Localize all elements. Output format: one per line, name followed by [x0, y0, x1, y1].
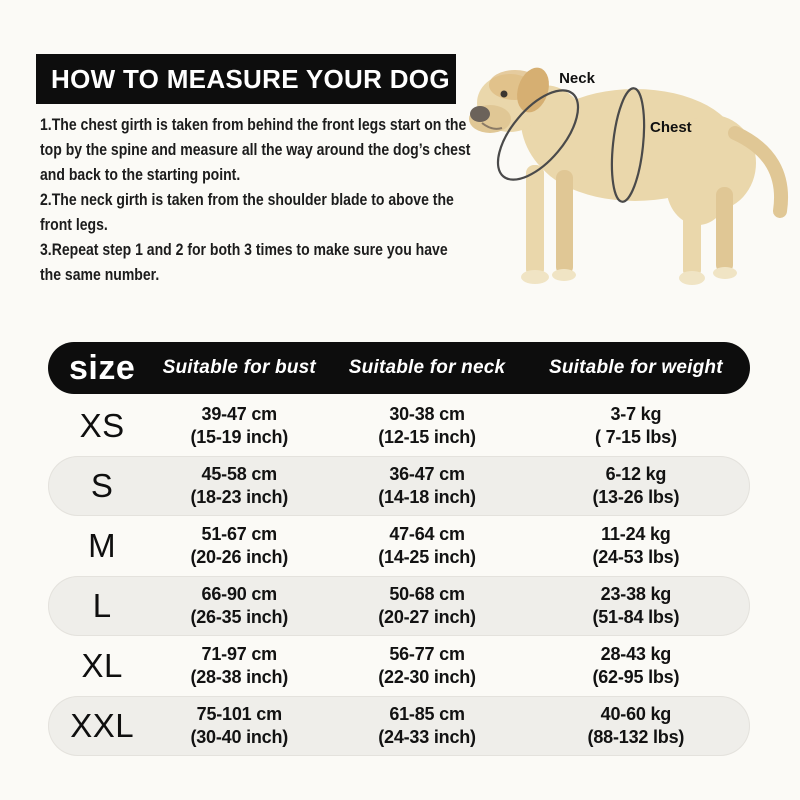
neck-cell: 47-64 cm (14-25 inch): [378, 523, 476, 567]
dog-eye: [501, 91, 508, 98]
instruction-line: 1.The chest girth is taken from behind the front legs start on the: [40, 116, 467, 134]
bust-cell: 66-90 cm (26-35 inch): [190, 583, 289, 627]
weight-cell: 3-7 kg ( 7-15 lbs): [594, 403, 677, 447]
neck-label: Neck: [559, 70, 595, 87]
table-row-xl: [48, 636, 750, 696]
page-title: HOW TO MEASURE YOUR DOG: [51, 63, 450, 94]
table-row-m: [48, 516, 750, 576]
weight-cell: 23-38 kg (51-84 lbs): [592, 583, 680, 627]
instruction-line: front legs.: [40, 216, 108, 234]
chest-label: Chest: [650, 119, 692, 136]
column-header-size: size: [69, 348, 136, 387]
bust-cell: 39-47 cm (15-19 inch): [190, 403, 289, 447]
size-label: XS: [79, 407, 125, 444]
neck-cell: 50-68 cm (20-27 inch): [378, 583, 476, 627]
size-label: M: [88, 527, 117, 564]
column-header-neck: Suitable for neck: [348, 357, 506, 378]
instruction-line: top by the spine and measure all the way around the dog’s chest: [40, 141, 471, 159]
dog-illustration: [440, 15, 800, 310]
instruction-line: 2.The neck girth is taken from the shoulder blade to above the: [40, 191, 454, 209]
size-label: L: [92, 587, 112, 624]
neck-cell: 36-47 cm (14-18 inch): [378, 463, 476, 507]
size-table-header: [48, 342, 750, 394]
size-table: [48, 342, 750, 756]
table-row-xs: [48, 396, 750, 456]
neck-cell: 56-77 cm (22-30 inch): [378, 643, 476, 687]
neck-cell: 30-38 cm (12-15 inch): [378, 403, 476, 447]
instruction-line: 3.Repeat step 1 and 2 for both 3 times to make sure you have: [40, 241, 448, 259]
bust-cell: 45-58 cm (18-23 inch): [190, 463, 289, 507]
weight-cell: 40-60 kg (88-132 lbs): [587, 703, 685, 747]
neck-cell: 61-85 cm (24-33 inch): [378, 703, 476, 747]
table-row-l: [48, 576, 750, 636]
table-row-xxl: [48, 696, 750, 756]
bust-cell: 71-97 cm (28-38 inch): [190, 643, 289, 687]
size-label: XL: [81, 647, 123, 684]
weight-cell: 6-12 kg (13-26 lbs): [592, 463, 680, 507]
weight-cell: 11-24 kg (24-53 lbs): [592, 523, 680, 567]
column-header-bust: Suitable for bust: [162, 357, 316, 378]
column-header-weight: Suitable for weight: [549, 357, 723, 378]
dog-photo: [440, 15, 800, 310]
weight-cell: 28-43 kg (62-95 lbs): [592, 643, 680, 687]
table-row-s: [48, 456, 750, 516]
size-label: XXL: [70, 707, 135, 744]
bust-cell: 75-101 cm (30-40 inch): [190, 703, 289, 747]
header-bar: [36, 54, 456, 104]
size-label: S: [90, 467, 114, 504]
instruction-line: and back to the starting point.: [40, 166, 241, 184]
instruction-line: the same number.: [40, 266, 160, 284]
dog-nose: [470, 106, 490, 122]
bust-cell: 51-67 cm (20-26 inch): [190, 523, 289, 567]
measure-instructions: [40, 113, 482, 288]
